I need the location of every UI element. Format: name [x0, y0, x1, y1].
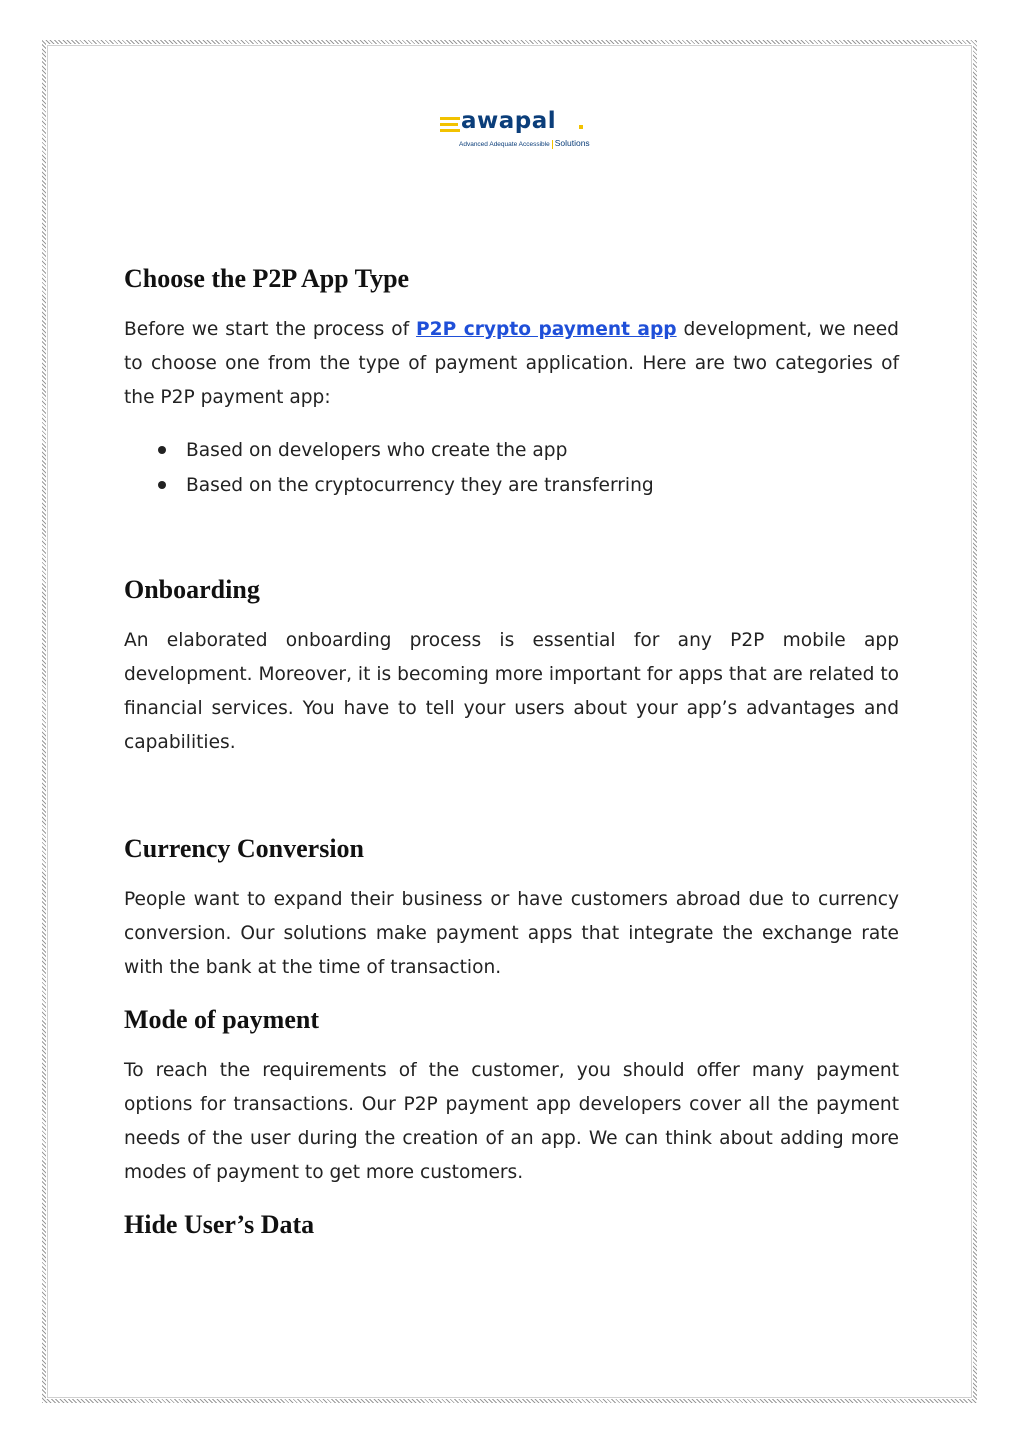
section-paragraph-currency-conversion: People want to expand their business or have customers abroad due to currency conversion. Our solutions make payment apps that integrate the exchange rate with the bank at the time of transaction. [124, 889, 899, 978]
list-item [124, 433, 899, 468]
logo-tagline-text: Advanced Adequate Accessible [459, 141, 550, 148]
logo-tagline [459, 138, 590, 149]
list-item-text: Based on the cryptocurrency they are transferring [186, 475, 654, 496]
paragraph-text-after-link: development, we need to choose one from the type of payment application. Here are two categories of the P2P payment app: [124, 319, 899, 408]
p2p-crypto-payment-app-link[interactable]: P2P crypto payment app [416, 319, 677, 340]
logo-tagline-solutions: Solutions [554, 138, 590, 148]
section-paragraph-mode-of-payment: To reach the requirements of the customer, you should offer many payment options for transactions. Our P2P payment app developers cover all the payment needs of the user during the creation of an app. We can think about adding more modes of payment to get more customers. [124, 1060, 899, 1183]
document-body [124, 262, 899, 1242]
bullet-icon [158, 481, 166, 489]
logo-wordmark: awapal [461, 108, 557, 134]
section-paragraph-app-type [124, 313, 899, 415]
section-heading-hide-user-data: Hide User’s Data [124, 1210, 315, 1239]
app-type-bullet-list [124, 433, 899, 503]
list-item-text: Based on developers who create the app [186, 440, 568, 461]
company-logo [440, 108, 590, 158]
logo-bars-icon [440, 117, 460, 135]
section-heading-app-type: Choose the P2P App Type [124, 264, 410, 293]
section-paragraph-onboarding: An elaborated onboarding process is essential for any P2P mobile app development. Moreover, it is becoming more important for apps that are related to financial services. You have to tell your users about your app’s advantages and capabilities. [124, 630, 899, 753]
logo-dot-icon [579, 125, 583, 129]
section-heading-currency-conversion: Currency Conversion [124, 834, 365, 863]
paragraph-text-before-link: Before we start the process of [124, 319, 417, 340]
section-heading-mode-of-payment: Mode of payment [124, 1005, 319, 1034]
section-heading-onboarding: Onboarding [124, 575, 260, 604]
list-item [124, 468, 899, 503]
bullet-icon [158, 446, 166, 454]
